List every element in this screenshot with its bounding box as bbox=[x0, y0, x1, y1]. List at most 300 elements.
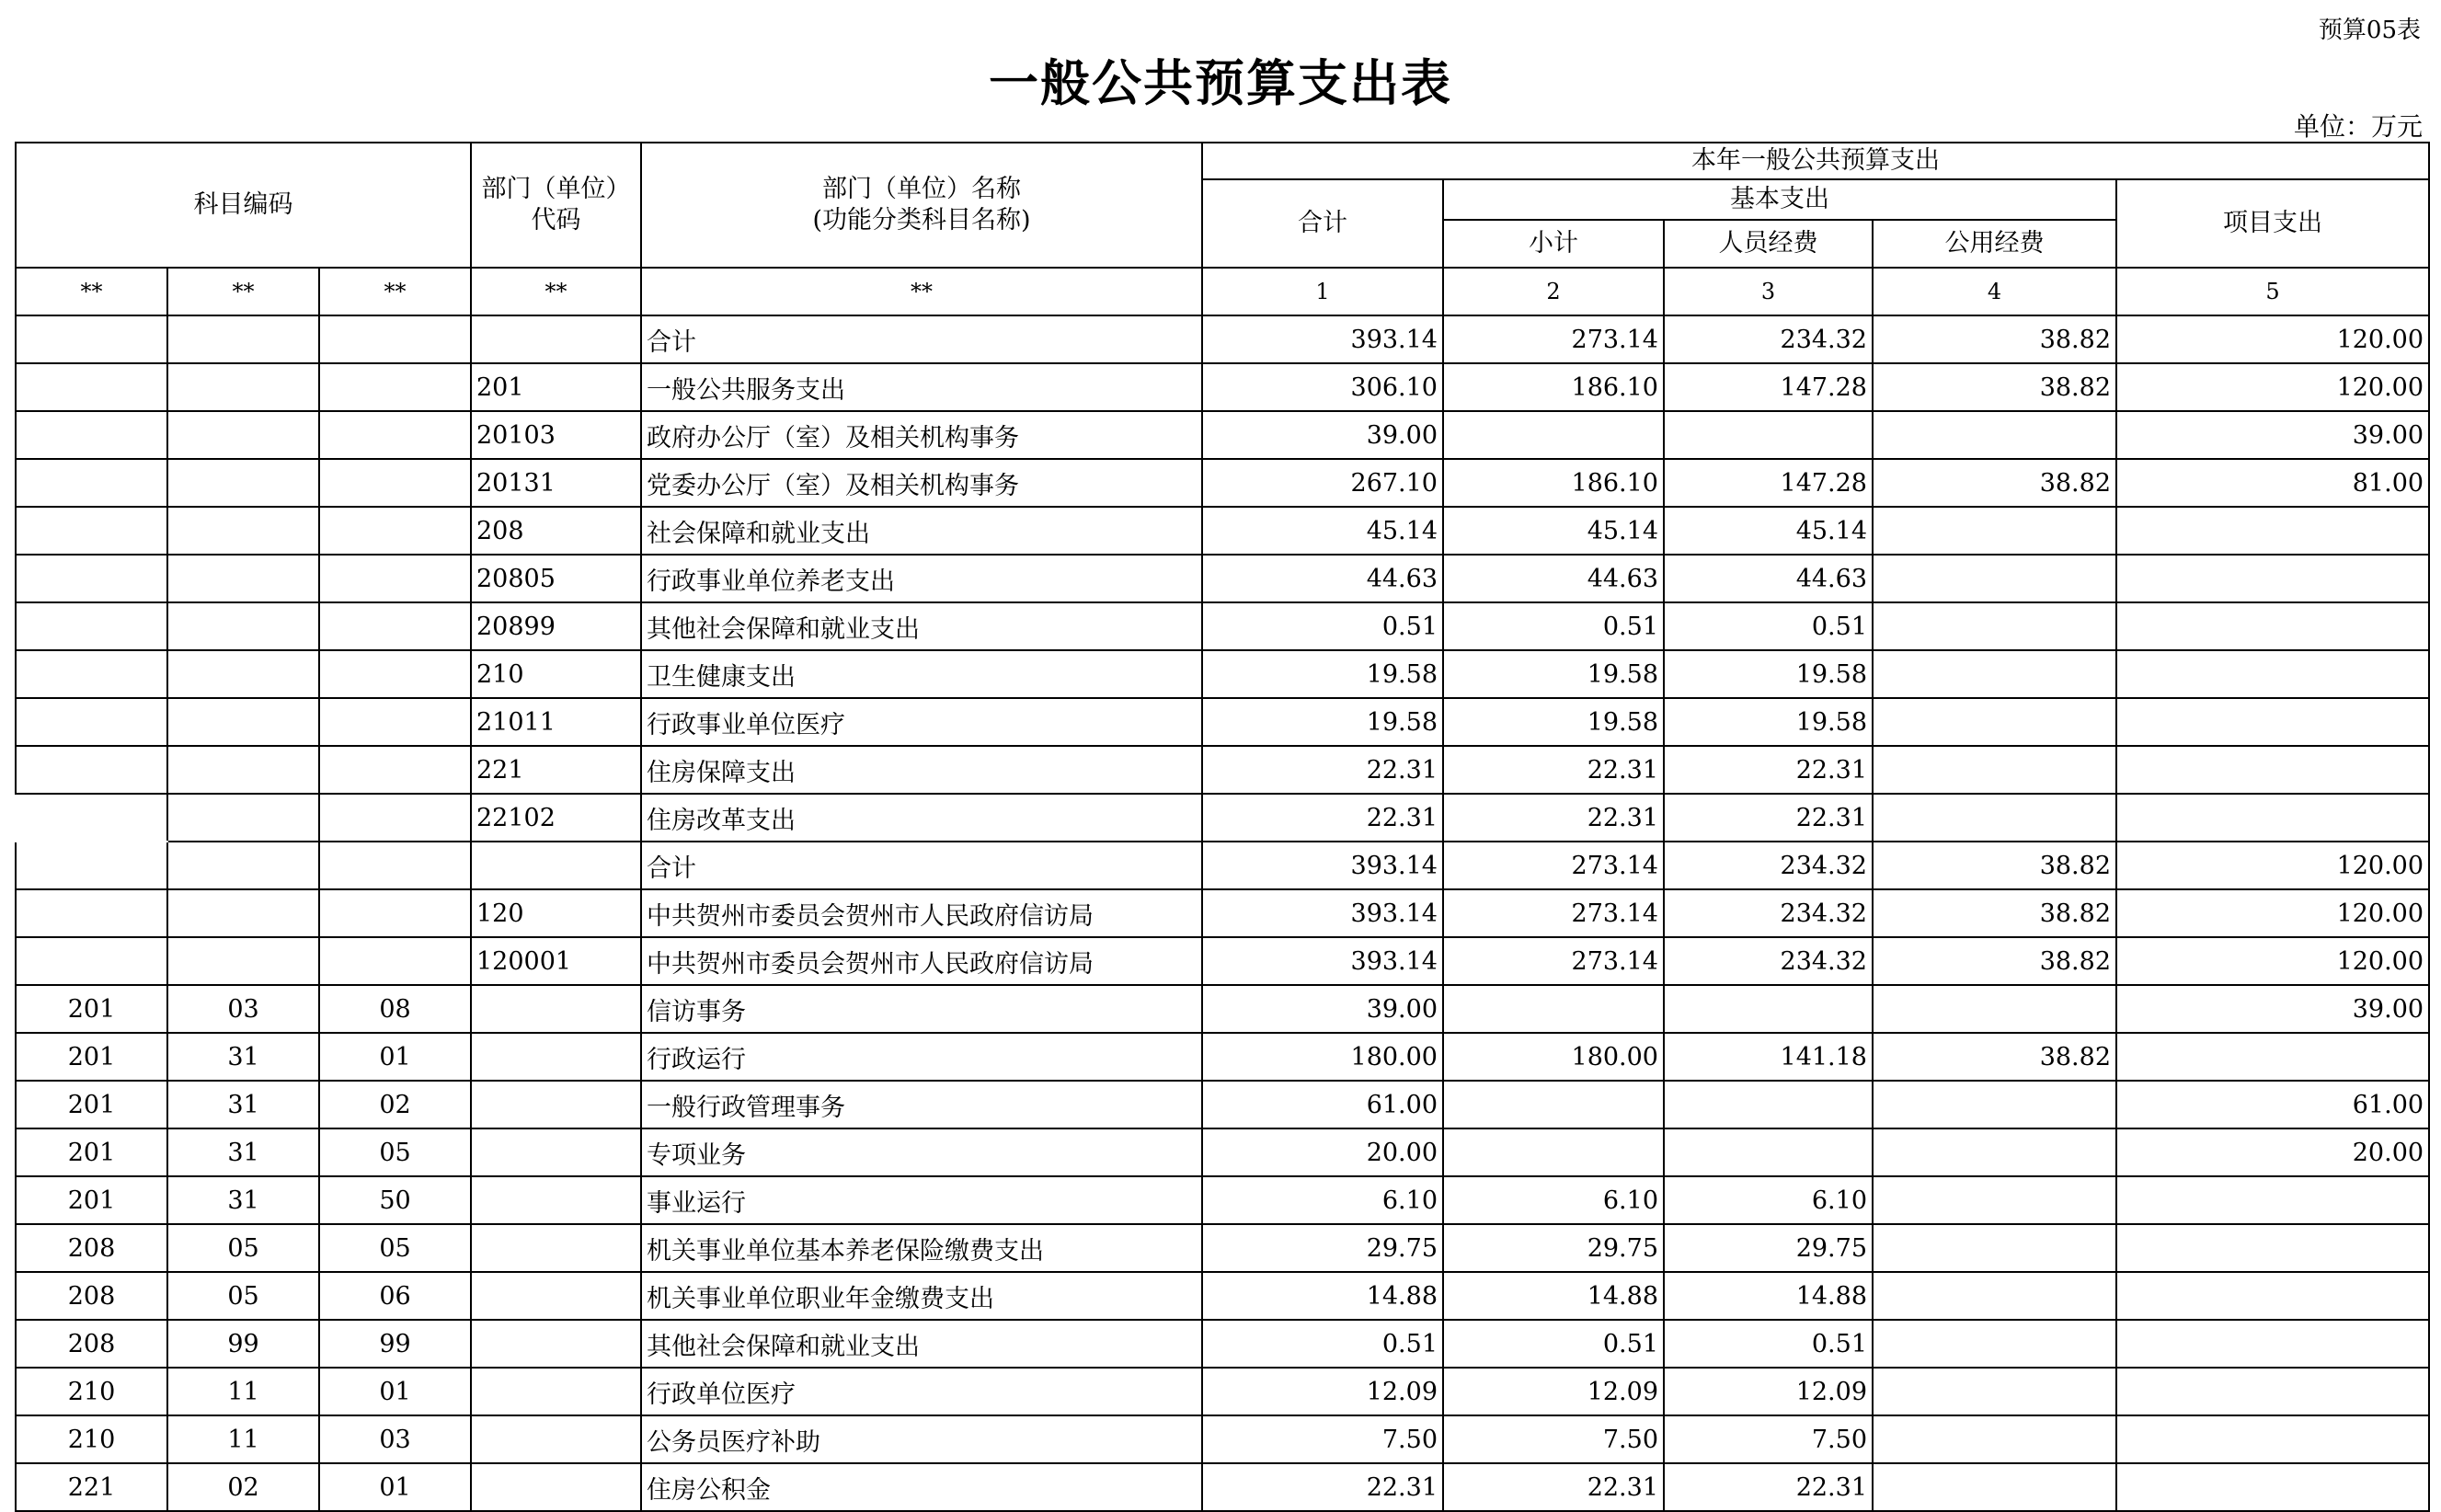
subject-item-cell bbox=[167, 315, 319, 363]
public-cell bbox=[1873, 1272, 2116, 1320]
subtotal-cell: 7.50 bbox=[1443, 1415, 1664, 1463]
subject-item-cell bbox=[167, 842, 319, 889]
total-cell: 22.31 bbox=[1202, 1463, 1443, 1511]
dept-code-cell: 20899 bbox=[471, 602, 641, 650]
subtotal-cell bbox=[1443, 1081, 1664, 1128]
project-cell: 120.00 bbox=[2116, 363, 2429, 411]
total-cell: 29.75 bbox=[1202, 1224, 1443, 1272]
subtotal-cell bbox=[1443, 411, 1664, 459]
personnel-cell: 22.31 bbox=[1664, 794, 1873, 842]
subject-item-cell bbox=[167, 507, 319, 555]
subject-subitem-cell bbox=[319, 459, 471, 507]
subject-class-cell: 210 bbox=[16, 1415, 167, 1463]
subject-subitem-cell bbox=[319, 842, 471, 889]
table-row bbox=[16, 602, 2429, 650]
subject-class-cell: 208 bbox=[16, 1272, 167, 1320]
dept-code-cell: 221 bbox=[471, 746, 641, 794]
subtotal-cell bbox=[1443, 1128, 1664, 1176]
dept-code-cell bbox=[471, 1272, 641, 1320]
public-cell bbox=[1873, 698, 2116, 746]
subject-subitem-cell: 01 bbox=[319, 1463, 471, 1511]
project-cell: 120.00 bbox=[2116, 889, 2429, 937]
header-basic: 基本支出 bbox=[1443, 179, 2116, 220]
personnel-cell: 6.10 bbox=[1664, 1176, 1873, 1224]
subtotal-cell: 19.58 bbox=[1443, 698, 1664, 746]
dept-name-cell: 行政运行 bbox=[641, 1033, 1202, 1081]
dept-name-cell: 专项业务 bbox=[641, 1128, 1202, 1176]
subject-class-cell bbox=[16, 507, 167, 555]
subtotal-cell bbox=[1443, 985, 1664, 1033]
subject-class-cell bbox=[16, 746, 167, 794]
header-total: 合计 bbox=[1202, 179, 1443, 268]
table-row bbox=[16, 411, 2429, 459]
subject-subitem-cell: 08 bbox=[319, 985, 471, 1033]
subject-subitem-cell bbox=[319, 507, 471, 555]
subject-subitem-cell bbox=[319, 746, 471, 794]
index-cell: ** bbox=[167, 268, 319, 315]
subject-class-cell bbox=[16, 889, 167, 937]
subject-class-cell bbox=[16, 411, 167, 459]
header-subject-code: 科目编码 bbox=[16, 143, 471, 268]
subject-class-cell: 201 bbox=[16, 985, 167, 1033]
public-cell bbox=[1873, 1368, 2116, 1415]
subject-subitem-cell: 02 bbox=[319, 1081, 471, 1128]
subject-item-cell bbox=[167, 363, 319, 411]
table-row bbox=[16, 842, 2429, 889]
project-cell: 120.00 bbox=[2116, 315, 2429, 363]
subject-class-cell bbox=[16, 555, 167, 602]
table-row bbox=[16, 794, 2429, 842]
subject-class-cell: 208 bbox=[16, 1320, 167, 1368]
project-cell: 20.00 bbox=[2116, 1128, 2429, 1176]
personnel-cell: 19.58 bbox=[1664, 650, 1873, 698]
dept-name-cell: 事业运行 bbox=[641, 1176, 1202, 1224]
public-cell bbox=[1873, 602, 2116, 650]
personnel-cell: 147.28 bbox=[1664, 363, 1873, 411]
public-cell: 38.82 bbox=[1873, 459, 2116, 507]
subtotal-cell: 22.31 bbox=[1443, 746, 1664, 794]
subtotal-cell: 186.10 bbox=[1443, 363, 1664, 411]
dept-code-cell: 120001 bbox=[471, 937, 641, 985]
personnel-cell: 22.31 bbox=[1664, 746, 1873, 794]
subject-item-cell bbox=[167, 746, 319, 794]
subtotal-cell: 273.14 bbox=[1443, 842, 1664, 889]
subject-item-cell bbox=[167, 650, 319, 698]
dept-name-cell: 党委办公厅（室）及相关机构事务 bbox=[641, 459, 1202, 507]
personnel-cell: 45.14 bbox=[1664, 507, 1873, 555]
dept-code-cell: 22102 bbox=[471, 794, 641, 842]
subject-subitem-cell: 50 bbox=[319, 1176, 471, 1224]
public-cell bbox=[1873, 650, 2116, 698]
personnel-cell: 22.31 bbox=[1664, 1463, 1873, 1511]
project-cell bbox=[2116, 1415, 2429, 1463]
table-row bbox=[16, 889, 2429, 937]
table-row bbox=[16, 1368, 2429, 1415]
subtotal-cell: 186.10 bbox=[1443, 459, 1664, 507]
subject-subitem-cell bbox=[319, 698, 471, 746]
table-row bbox=[16, 698, 2429, 746]
subject-item-cell: 11 bbox=[167, 1415, 319, 1463]
page-title: 一般公共预算支出表 bbox=[989, 53, 1452, 112]
table-row bbox=[16, 1320, 2429, 1368]
subject-class-cell bbox=[16, 937, 167, 985]
subject-item-cell: 05 bbox=[167, 1272, 319, 1320]
subject-class-cell bbox=[16, 842, 167, 889]
header-project: 项目支出 bbox=[2116, 179, 2429, 268]
header-personnel: 人员经费 bbox=[1664, 220, 1873, 268]
public-cell: 38.82 bbox=[1873, 937, 2116, 985]
subject-subitem-cell: 06 bbox=[319, 1272, 471, 1320]
personnel-cell: 0.51 bbox=[1664, 602, 1873, 650]
subject-subitem-cell: 03 bbox=[319, 1415, 471, 1463]
table-row bbox=[16, 1224, 2429, 1272]
dept-name-cell: 机关事业单位基本养老保险缴费支出 bbox=[641, 1224, 1202, 1272]
table-row bbox=[16, 315, 2429, 363]
table-row bbox=[16, 1463, 2429, 1511]
dept-code-cell bbox=[471, 985, 641, 1033]
subject-item-cell: 02 bbox=[167, 1463, 319, 1511]
public-cell: 38.82 bbox=[1873, 315, 2116, 363]
dept-code-cell bbox=[471, 1368, 641, 1415]
subtotal-cell: 180.00 bbox=[1443, 1033, 1664, 1081]
public-cell bbox=[1873, 985, 2116, 1033]
project-cell bbox=[2116, 1272, 2429, 1320]
dept-code-cell: 21011 bbox=[471, 698, 641, 746]
subtotal-cell: 0.51 bbox=[1443, 602, 1664, 650]
subject-class-cell bbox=[16, 650, 167, 698]
total-cell: 0.51 bbox=[1202, 1320, 1443, 1368]
dept-code-cell: 20103 bbox=[471, 411, 641, 459]
total-cell: 39.00 bbox=[1202, 411, 1443, 459]
index-cell: 5 bbox=[2116, 268, 2429, 315]
total-cell: 20.00 bbox=[1202, 1128, 1443, 1176]
dept-name-cell: 机关事业单位职业年金缴费支出 bbox=[641, 1272, 1202, 1320]
project-cell bbox=[2116, 1320, 2429, 1368]
subject-subitem-cell bbox=[319, 602, 471, 650]
project-cell bbox=[2116, 555, 2429, 602]
subject-subitem-cell bbox=[319, 411, 471, 459]
subject-class-cell: 221 bbox=[16, 1463, 167, 1511]
subject-item-cell: 31 bbox=[167, 1176, 319, 1224]
subject-class-cell bbox=[16, 794, 167, 842]
public-cell bbox=[1873, 794, 2116, 842]
subtotal-cell: 273.14 bbox=[1443, 315, 1664, 363]
subject-item-cell bbox=[167, 411, 319, 459]
personnel-cell: 234.32 bbox=[1664, 937, 1873, 985]
dept-name-cell: 一般行政管理事务 bbox=[641, 1081, 1202, 1128]
personnel-cell: 234.32 bbox=[1664, 315, 1873, 363]
subtotal-cell: 45.14 bbox=[1443, 507, 1664, 555]
subject-item-cell bbox=[167, 555, 319, 602]
dept-code-cell bbox=[471, 315, 641, 363]
public-cell bbox=[1873, 411, 2116, 459]
dept-code-cell bbox=[471, 1463, 641, 1511]
public-cell bbox=[1873, 1415, 2116, 1463]
total-cell: 12.09 bbox=[1202, 1368, 1443, 1415]
table-row bbox=[16, 650, 2429, 698]
public-cell bbox=[1873, 1463, 2116, 1511]
personnel-cell bbox=[1664, 985, 1873, 1033]
subtotal-cell: 273.14 bbox=[1443, 889, 1664, 937]
subject-item-cell bbox=[167, 602, 319, 650]
subject-subitem-cell: 05 bbox=[319, 1128, 471, 1176]
dept-name-cell: 社会保障和就业支出 bbox=[641, 507, 1202, 555]
subject-item-cell bbox=[167, 698, 319, 746]
index-cell: 1 bbox=[1202, 268, 1443, 315]
dept-name-cell: 合计 bbox=[641, 315, 1202, 363]
header-public: 公用经费 bbox=[1873, 220, 2116, 268]
total-cell: 180.00 bbox=[1202, 1033, 1443, 1081]
table-row bbox=[16, 1272, 2429, 1320]
subject-subitem-cell: 99 bbox=[319, 1320, 471, 1368]
personnel-cell bbox=[1664, 1081, 1873, 1128]
total-cell: 7.50 bbox=[1202, 1415, 1443, 1463]
personnel-cell: 0.51 bbox=[1664, 1320, 1873, 1368]
project-cell: 39.00 bbox=[2116, 411, 2429, 459]
subject-subitem-cell: 01 bbox=[319, 1033, 471, 1081]
public-cell bbox=[1873, 746, 2116, 794]
dept-name-cell: 其他社会保障和就业支出 bbox=[641, 602, 1202, 650]
table-row bbox=[16, 363, 2429, 411]
header-dept-code: 部门（单位） 代码 bbox=[471, 143, 641, 268]
dept-code-cell bbox=[471, 842, 641, 889]
public-cell bbox=[1873, 555, 2116, 602]
subject-item-cell: 03 bbox=[167, 985, 319, 1033]
public-cell: 38.82 bbox=[1873, 842, 2116, 889]
unit-label: 单位：万元 bbox=[2293, 111, 2423, 142]
dept-code-cell bbox=[471, 1415, 641, 1463]
public-cell bbox=[1873, 1081, 2116, 1128]
personnel-cell: 14.88 bbox=[1664, 1272, 1873, 1320]
subject-item-cell: 11 bbox=[167, 1368, 319, 1415]
dept-code-cell bbox=[471, 1224, 641, 1272]
personnel-cell: 141.18 bbox=[1664, 1033, 1873, 1081]
subject-subitem-cell: 01 bbox=[319, 1368, 471, 1415]
subject-item-cell bbox=[167, 889, 319, 937]
subtotal-cell: 6.10 bbox=[1443, 1176, 1664, 1224]
subject-class-cell bbox=[16, 459, 167, 507]
dept-name-cell: 政府办公厅（室）及相关机构事务 bbox=[641, 411, 1202, 459]
total-cell: 6.10 bbox=[1202, 1176, 1443, 1224]
project-cell bbox=[2116, 507, 2429, 555]
public-cell bbox=[1873, 507, 2116, 555]
subject-subitem-cell bbox=[319, 937, 471, 985]
subtotal-cell: 19.58 bbox=[1443, 650, 1664, 698]
table-row bbox=[16, 937, 2429, 985]
dept-code-cell bbox=[471, 1033, 641, 1081]
personnel-cell: 147.28 bbox=[1664, 459, 1873, 507]
project-cell: 120.00 bbox=[2116, 842, 2429, 889]
public-cell bbox=[1873, 1224, 2116, 1272]
index-cell: ** bbox=[319, 268, 471, 315]
dept-code-cell: 210 bbox=[471, 650, 641, 698]
dept-name-cell: 住房公积金 bbox=[641, 1463, 1202, 1511]
dept-name-cell: 住房保障支出 bbox=[641, 746, 1202, 794]
dept-code-cell bbox=[471, 1176, 641, 1224]
subject-item-cell: 31 bbox=[167, 1033, 319, 1081]
public-cell bbox=[1873, 1128, 2116, 1176]
subject-item-cell: 31 bbox=[167, 1081, 319, 1128]
personnel-cell bbox=[1664, 411, 1873, 459]
index-cell: 4 bbox=[1873, 268, 2116, 315]
personnel-cell: 29.75 bbox=[1664, 1224, 1873, 1272]
dept-name-cell: 合计 bbox=[641, 842, 1202, 889]
subject-class-cell bbox=[16, 602, 167, 650]
dept-name-cell: 信访事务 bbox=[641, 985, 1202, 1033]
project-cell bbox=[2116, 1368, 2429, 1415]
form-number: 预算05表 bbox=[2318, 17, 2421, 44]
dept-name-cell: 公务员医疗补助 bbox=[641, 1415, 1202, 1463]
index-cell: ** bbox=[641, 268, 1202, 315]
table-row bbox=[16, 746, 2429, 794]
total-cell: 44.63 bbox=[1202, 555, 1443, 602]
project-cell: 120.00 bbox=[2116, 937, 2429, 985]
dept-code-cell: 208 bbox=[471, 507, 641, 555]
subtotal-cell: 14.88 bbox=[1443, 1272, 1664, 1320]
total-cell: 0.51 bbox=[1202, 602, 1443, 650]
dept-name-cell: 卫生健康支出 bbox=[641, 650, 1202, 698]
personnel-cell: 44.63 bbox=[1664, 555, 1873, 602]
subject-subitem-cell bbox=[319, 555, 471, 602]
project-cell bbox=[2116, 602, 2429, 650]
dept-code-cell: 120 bbox=[471, 889, 641, 937]
subtotal-cell: 29.75 bbox=[1443, 1224, 1664, 1272]
dept-code-cell bbox=[471, 1128, 641, 1176]
subtotal-cell: 0.51 bbox=[1443, 1320, 1664, 1368]
table-row bbox=[16, 1415, 2429, 1463]
project-cell bbox=[2116, 650, 2429, 698]
personnel-cell: 234.32 bbox=[1664, 889, 1873, 937]
total-cell: 19.58 bbox=[1202, 650, 1443, 698]
dept-code-cell: 201 bbox=[471, 363, 641, 411]
dept-code-cell bbox=[471, 1081, 641, 1128]
table-row bbox=[16, 555, 2429, 602]
total-cell: 267.10 bbox=[1202, 459, 1443, 507]
project-cell bbox=[2116, 1176, 2429, 1224]
project-cell bbox=[2116, 698, 2429, 746]
table-row bbox=[16, 459, 2429, 507]
total-cell: 393.14 bbox=[1202, 315, 1443, 363]
subject-class-cell bbox=[16, 698, 167, 746]
public-cell bbox=[1873, 1176, 2116, 1224]
table-row bbox=[16, 1176, 2429, 1224]
subject-class-cell bbox=[16, 315, 167, 363]
index-cell: 3 bbox=[1664, 268, 1873, 315]
subject-item-cell bbox=[167, 937, 319, 985]
subject-item-cell bbox=[167, 459, 319, 507]
project-cell: 81.00 bbox=[2116, 459, 2429, 507]
total-cell: 22.31 bbox=[1202, 746, 1443, 794]
subtotal-cell: 22.31 bbox=[1443, 794, 1664, 842]
project-cell bbox=[2116, 1224, 2429, 1272]
project-cell bbox=[2116, 794, 2429, 842]
public-cell bbox=[1873, 1320, 2116, 1368]
total-cell: 393.14 bbox=[1202, 937, 1443, 985]
subject-subitem-cell bbox=[319, 650, 471, 698]
index-cell: ** bbox=[471, 268, 641, 315]
subject-item-cell: 31 bbox=[167, 1128, 319, 1176]
dept-code-cell bbox=[471, 1320, 641, 1368]
dept-name-cell: 一般公共服务支出 bbox=[641, 363, 1202, 411]
subject-class-cell: 201 bbox=[16, 1081, 167, 1128]
project-cell bbox=[2116, 1033, 2429, 1081]
personnel-cell bbox=[1664, 1128, 1873, 1176]
table-row bbox=[16, 1128, 2429, 1176]
project-cell: 61.00 bbox=[2116, 1081, 2429, 1128]
table-row bbox=[16, 985, 2429, 1033]
project-cell bbox=[2116, 746, 2429, 794]
subject-class-cell: 201 bbox=[16, 1176, 167, 1224]
project-cell: 39.00 bbox=[2116, 985, 2429, 1033]
table-row bbox=[16, 1033, 2429, 1081]
table-row bbox=[16, 507, 2429, 555]
dept-code-cell: 20131 bbox=[471, 459, 641, 507]
public-cell: 38.82 bbox=[1873, 889, 2116, 937]
total-cell: 61.00 bbox=[1202, 1081, 1443, 1128]
project-cell bbox=[2116, 1463, 2429, 1511]
total-cell: 14.88 bbox=[1202, 1272, 1443, 1320]
header-subtotal: 小计 bbox=[1443, 220, 1664, 268]
dept-name-cell: 行政单位医疗 bbox=[641, 1368, 1202, 1415]
dept-name-cell: 其他社会保障和就业支出 bbox=[641, 1320, 1202, 1368]
subject-subitem-cell: 05 bbox=[319, 1224, 471, 1272]
header-dept-name: 部门（单位）名称 (功能分类科目名称) bbox=[641, 143, 1202, 268]
subject-item-cell bbox=[167, 794, 319, 842]
subject-class-cell bbox=[16, 363, 167, 411]
subject-class-cell: 210 bbox=[16, 1368, 167, 1415]
total-cell: 19.58 bbox=[1202, 698, 1443, 746]
subject-subitem-cell bbox=[319, 363, 471, 411]
table-row bbox=[16, 1081, 2429, 1128]
dept-name-cell: 中共贺州市委员会贺州市人民政府信访局 bbox=[641, 889, 1202, 937]
total-cell: 39.00 bbox=[1202, 985, 1443, 1033]
total-cell: 393.14 bbox=[1202, 889, 1443, 937]
personnel-cell: 7.50 bbox=[1664, 1415, 1873, 1463]
subject-subitem-cell bbox=[319, 315, 471, 363]
subtotal-cell: 22.31 bbox=[1443, 1463, 1664, 1511]
dept-name-cell: 行政事业单位医疗 bbox=[641, 698, 1202, 746]
subject-class-cell: 208 bbox=[16, 1224, 167, 1272]
dept-name-cell: 住房改革支出 bbox=[641, 794, 1202, 842]
subtotal-cell: 273.14 bbox=[1443, 937, 1664, 985]
subject-item-cell: 05 bbox=[167, 1224, 319, 1272]
subtotal-cell: 44.63 bbox=[1443, 555, 1664, 602]
personnel-cell: 234.32 bbox=[1664, 842, 1873, 889]
dept-code-cell: 20805 bbox=[471, 555, 641, 602]
index-row bbox=[16, 268, 2429, 315]
dept-name-cell: 中共贺州市委员会贺州市人民政府信访局 bbox=[641, 937, 1202, 985]
public-cell: 38.82 bbox=[1873, 1033, 2116, 1081]
index-cell: 2 bbox=[1443, 268, 1664, 315]
total-cell: 306.10 bbox=[1202, 363, 1443, 411]
personnel-cell: 12.09 bbox=[1664, 1368, 1873, 1415]
subject-item-cell: 99 bbox=[167, 1320, 319, 1368]
dept-name-cell: 行政事业单位养老支出 bbox=[641, 555, 1202, 602]
subject-class-cell: 201 bbox=[16, 1033, 167, 1081]
total-cell: 22.31 bbox=[1202, 794, 1443, 842]
header-group-title: 本年一般公共预算支出 bbox=[1202, 143, 2429, 179]
personnel-cell: 19.58 bbox=[1664, 698, 1873, 746]
index-cell: ** bbox=[16, 268, 167, 315]
subject-class-cell: 201 bbox=[16, 1128, 167, 1176]
total-cell: 45.14 bbox=[1202, 507, 1443, 555]
subject-subitem-cell bbox=[319, 889, 471, 937]
subtotal-cell: 12.09 bbox=[1443, 1368, 1664, 1415]
public-cell: 38.82 bbox=[1873, 363, 2116, 411]
subject-subitem-cell bbox=[319, 794, 471, 842]
budget-table bbox=[15, 142, 2430, 1512]
total-cell: 393.14 bbox=[1202, 842, 1443, 889]
